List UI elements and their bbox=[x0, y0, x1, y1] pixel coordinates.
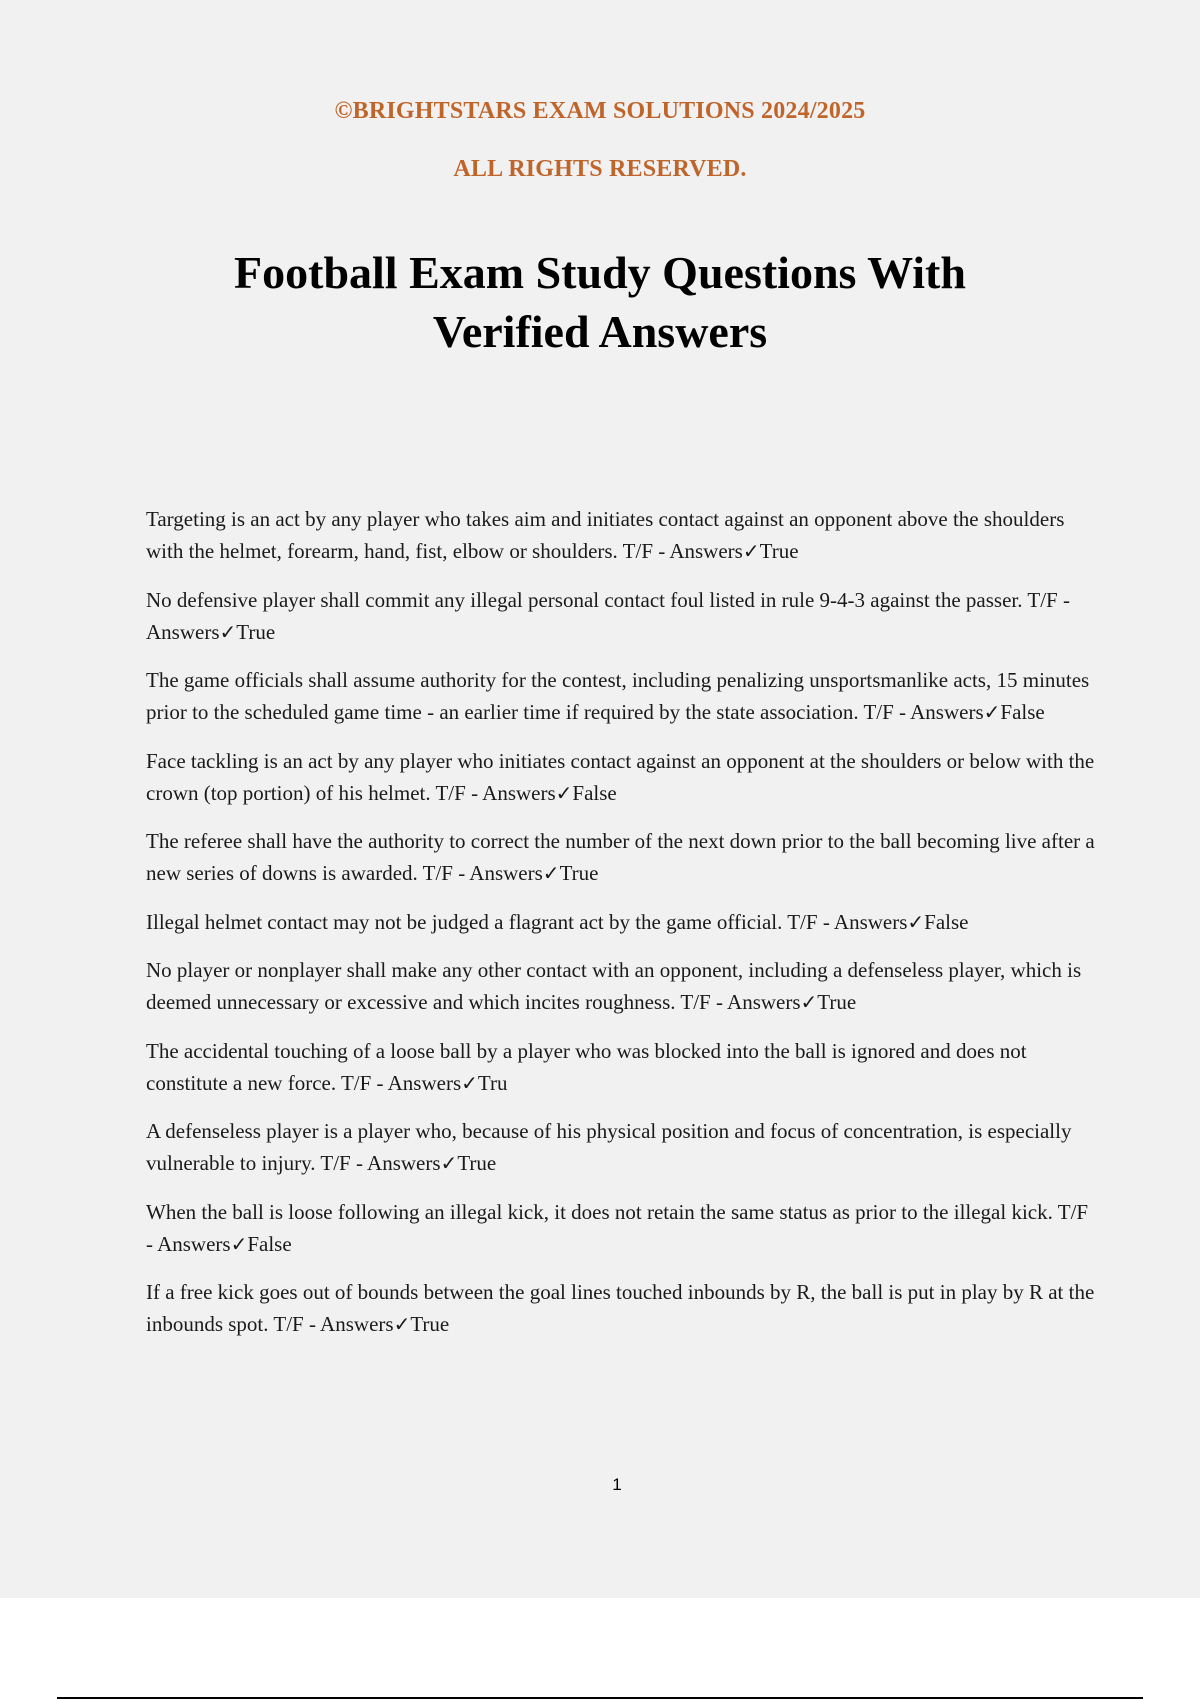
checkmark-icon: ✓ bbox=[907, 909, 925, 934]
question-text: Targeting is an act by any player who takes aim and initiates contact against an opponent above the shoulders with the helmet, forearm, hand, fist, elbow or shoulders. T/F - Answers bbox=[146, 507, 1065, 563]
question-text: Illegal helmet contact may not be judged a flagrant act by the game official. T/F - Answers bbox=[146, 909, 908, 934]
checkmark-icon: ✓ bbox=[440, 1151, 458, 1175]
checkmark-icon: ✓ bbox=[983, 700, 1001, 724]
answer-text: Tru bbox=[477, 1070, 508, 1095]
answer-text: True bbox=[559, 861, 599, 885]
question-list bbox=[146, 503, 1096, 1357]
question-item bbox=[146, 1196, 1096, 1260]
question-item bbox=[146, 954, 1096, 1018]
answer-text: False bbox=[924, 909, 969, 934]
question-item bbox=[146, 584, 1096, 648]
checkmark-icon: ✓ bbox=[393, 1312, 411, 1336]
page-divider bbox=[57, 1697, 1143, 1699]
question-text: No player or nonplayer shall make any other contact with an opponent, including a defenseless player, which is deemed unnecessary or excessive and which incites roughness. T/F - Answers bbox=[146, 958, 1082, 1014]
question-text: The referee shall have the authority to correct the number of the next down prior to the ball becoming live after a new series of downs is awarded. T/F - Answers bbox=[146, 829, 1095, 885]
checkmark-icon: ✓ bbox=[230, 1231, 248, 1256]
question-item bbox=[146, 664, 1096, 728]
answer-text: False bbox=[1000, 700, 1045, 724]
checkmark-icon: ✓ bbox=[219, 619, 237, 644]
question-item bbox=[146, 745, 1096, 809]
question-item bbox=[146, 1115, 1096, 1179]
page-number: 1 bbox=[612, 1475, 622, 1494]
question-item bbox=[146, 825, 1096, 889]
copyright-notice: ©BRIGHTSTARS EXAM SOLUTIONS 2024/2025 bbox=[334, 98, 866, 124]
checkmark-icon: ✓ bbox=[800, 990, 818, 1014]
question-text: The game officials shall assume authority for the contest, including penalizing unsportsmanlike acts, 15 minutes prior to the scheduled game time - an earlier time if required by the state association. T/F - Answers bbox=[146, 668, 1090, 724]
question-text: If a free kick goes out of bounds between the goal lines touched inbounds by R, the ball is put in play by R at the inbounds spot. T/F - Answers bbox=[146, 1280, 1095, 1336]
question-text: When the ball is loose following an illegal kick, it does not retain the same status as prior to the illegal kick. T/F - Answers bbox=[146, 1199, 1089, 1256]
title-line-1: Football Exam Study Questions With bbox=[234, 247, 966, 298]
answer-text: True bbox=[759, 539, 799, 563]
checkmark-icon: ✓ bbox=[555, 780, 573, 805]
checkmark-icon: ✓ bbox=[542, 861, 560, 885]
answer-text: True bbox=[817, 990, 857, 1014]
answer-text: True bbox=[410, 1312, 450, 1336]
answer-text: False bbox=[247, 1231, 292, 1256]
question-text: No defensive player shall commit any illegal personal contact foul listed in rule 9-4-3 against the passer. T/F - Answers bbox=[146, 587, 1070, 644]
checkmark-icon: ✓ bbox=[461, 1070, 478, 1095]
answer-text: True bbox=[457, 1151, 497, 1175]
question-text: Face tackling is an act by any player who initiates contact against an opponent at the shoulders or below with the crown (top portion) of his helmet. T/F - Answers bbox=[146, 748, 1095, 805]
rights-reserved-notice: ALL RIGHTS RESERVED. bbox=[453, 156, 747, 182]
title-line-2: Verified Answers bbox=[432, 306, 768, 357]
document-title bbox=[100, 243, 1100, 361]
question-item bbox=[146, 1035, 1096, 1099]
answer-text: False bbox=[572, 780, 617, 805]
question-text: A defenseless player is a player who, because of his physical position and focus of concentration, is especially vulnerable to injury. T/F - Answers bbox=[146, 1119, 1072, 1175]
question-item bbox=[146, 906, 1096, 938]
checkmark-icon: ✓ bbox=[742, 539, 760, 563]
question-text: The accidental touching of a loose ball by a player who was blocked into the ball is ignored and does not constitute a new force. T/F - Answers bbox=[146, 1038, 1027, 1095]
question-item bbox=[146, 1276, 1096, 1340]
answer-text: True bbox=[236, 619, 276, 644]
question-item bbox=[146, 503, 1096, 567]
